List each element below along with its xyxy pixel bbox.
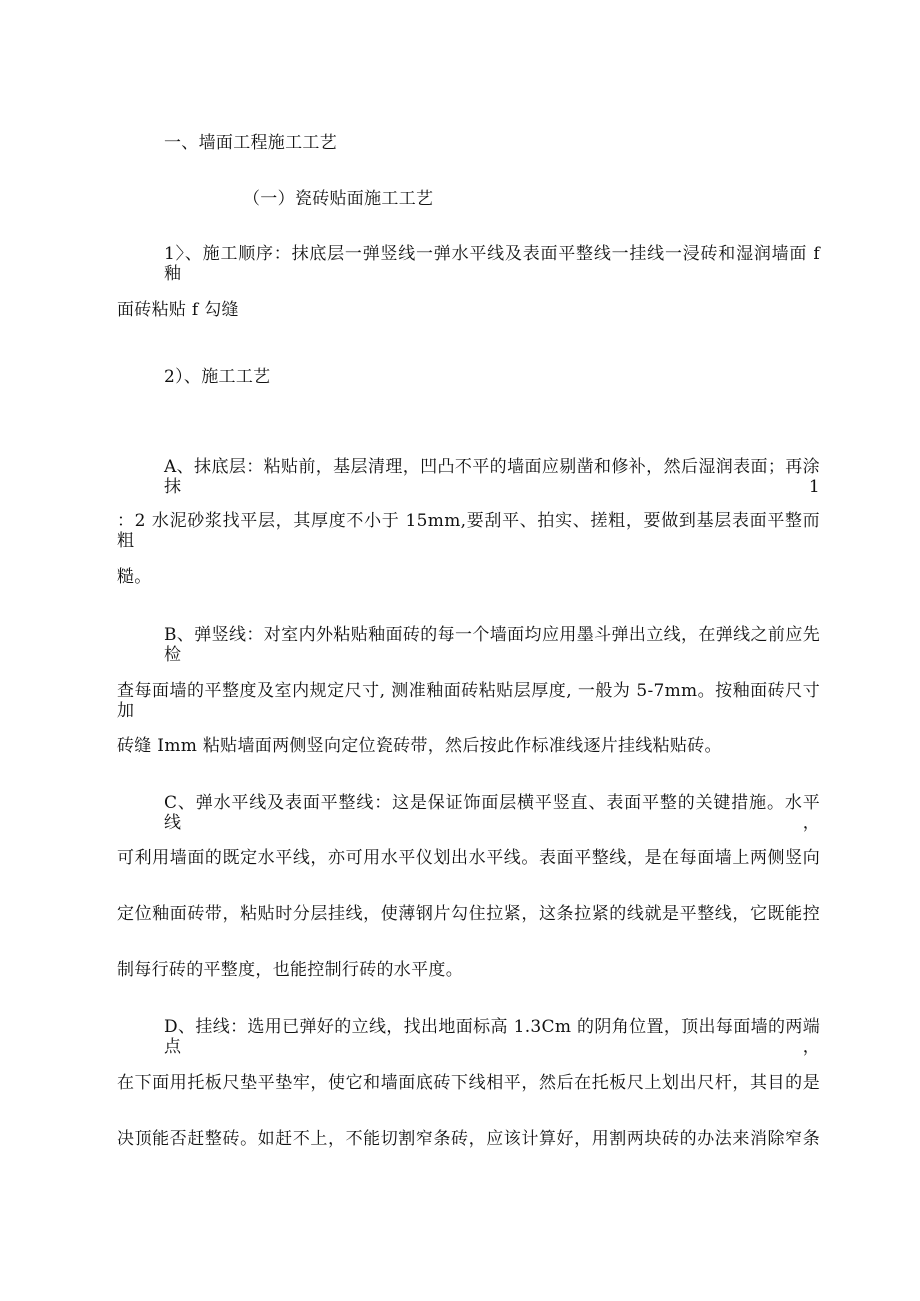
- paraD-line3: 决顶能否赶整砖。如赶不上，不能切割窄条砖，应该计算好，用割两块砖的办法来消除窄条: [117, 1129, 820, 1149]
- subsection-heading: （一）瓷砖贴面施工工艺: [243, 189, 434, 209]
- paraA-line2: ：2 水泥砂浆找平层，其厚度不小于 15mm,要刮平、拍实、搓粗，要做到基层表面平整而粗: [117, 511, 820, 551]
- step1-line1: 1〉、施工顺序：抹底层一弹竖线一弹水平线及表面平整线一挂线一浸砖和湿润墙面 f 釉: [164, 244, 820, 284]
- paraC-line4: 制每行砖的平整度，也能控制行砖的水平度。: [117, 960, 463, 980]
- paraC-line1: C、弹水平线及表面平整线：这是保证饰面层横平竖直、表面平整的关键措施。水平线，: [164, 793, 820, 833]
- paraA-line3: 糙。: [117, 567, 152, 587]
- paraA-line1: A、抹底层：粘贴前，基层清理，凹凸不平的墙面应剔凿和修补，然后湿润表面；再涂抹 1: [164, 457, 820, 497]
- step1-line2: 面砖粘贴 f 勾缝: [117, 300, 239, 320]
- paraB-line3: 砖缝 Imm 粘贴墙面两侧竖向定位瓷砖带，然后按此作标准线逐片挂线粘贴砖。: [117, 736, 722, 756]
- paraB-line1: B、弹竖线：对室内外粘贴釉面砖的每一个墙面均应用墨斗弹出立线，在弹线之前应先检: [164, 625, 820, 665]
- paraD-line2: 在下面用托板尺垫平垫牢，使它和墙面底砖下线相平，然后在托板尺上划出尺杆，其目的是: [117, 1073, 820, 1093]
- paraC-line2: 可利用墙面的既定水平线，亦可用水平仪划出水平线。表面平整线，是在每面墙上两侧竖向: [117, 848, 820, 868]
- paraD-line1: D、挂线：选用已弹好的立线，找出地面标高 1.3Cm 的阴角位置，顶出每面墙的两端点，: [164, 1017, 820, 1057]
- paraC-line3: 定位釉面砖带，粘贴时分层挂线，使薄钢片勾住拉紧，这条拉紧的线就是平整线，它既能控: [117, 904, 820, 924]
- step2-heading: 2）、施工工艺: [164, 367, 271, 387]
- paraB-line2: 查每面墙的平整度及室内规定尺寸, 测准釉面砖粘贴层厚度, 一般为 5-7mm。按釉面砖尺寸加: [117, 681, 820, 721]
- section-heading: 一、墙面工程施工工艺: [164, 133, 337, 153]
